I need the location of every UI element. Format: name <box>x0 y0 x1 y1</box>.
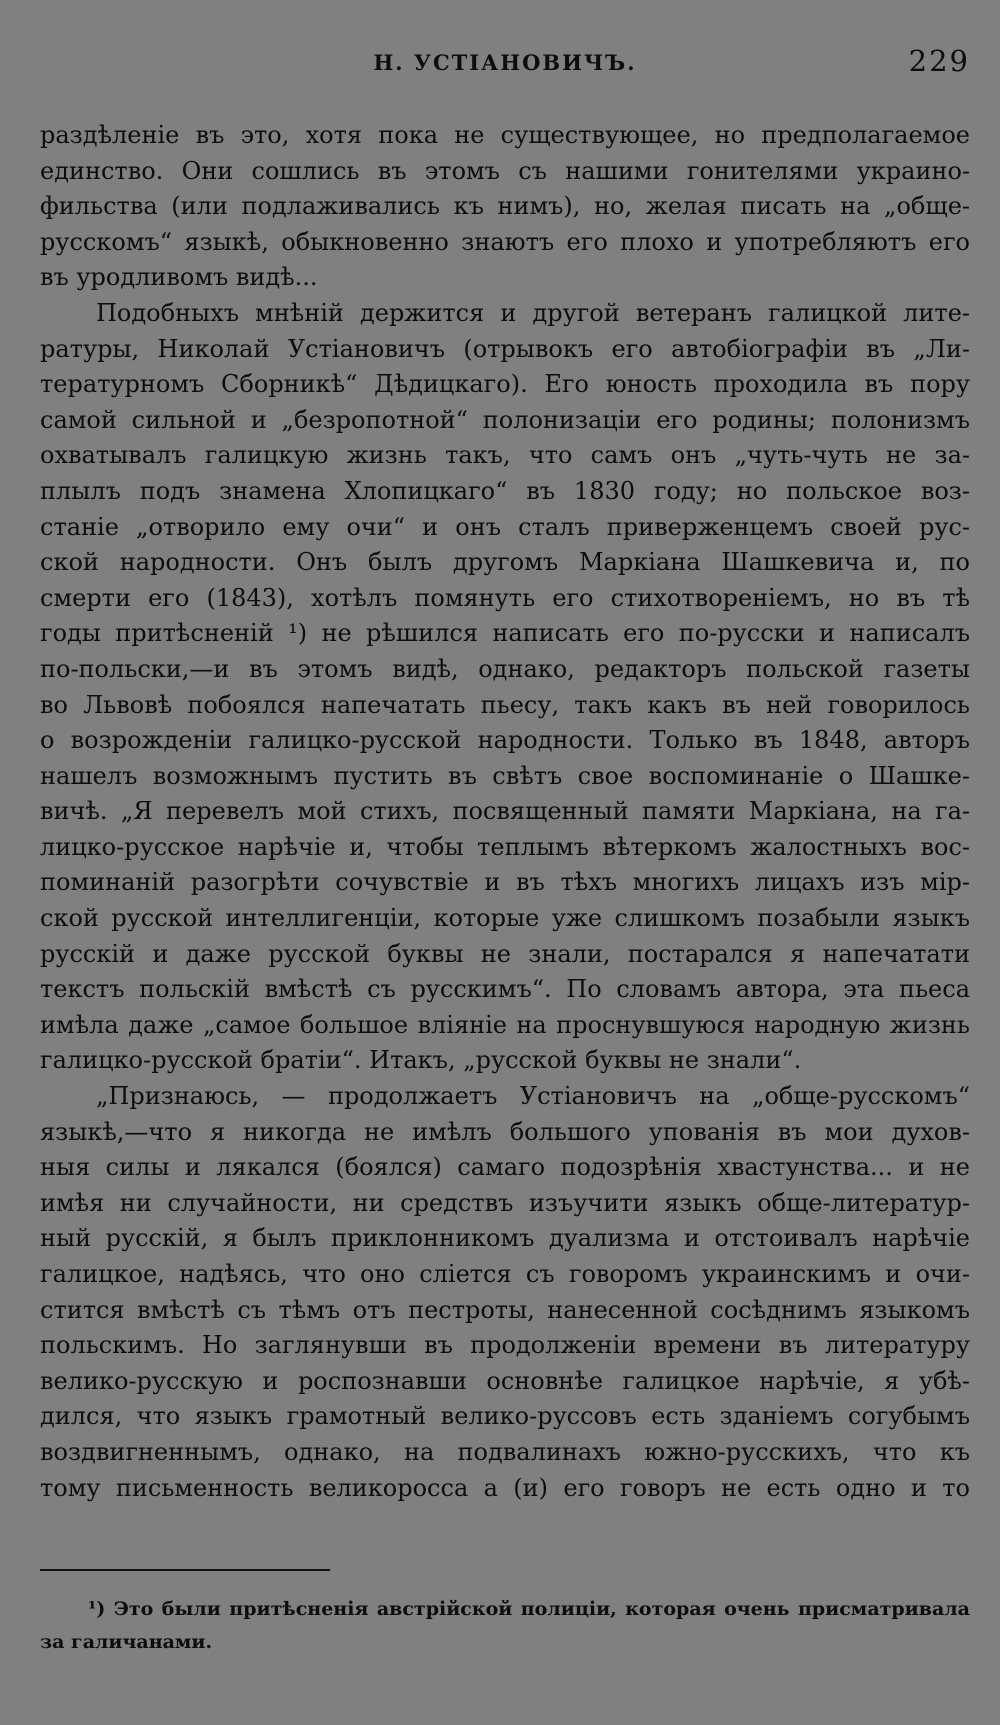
text-line: о возрожденіи галицко-русской народности. Только въ 1848, авторъ <box>40 726 970 755</box>
text-line: лицко-русское нарѣчіе и, чтобы теплымъ вѣтеркомъ жалостныхъ вос- <box>40 832 970 861</box>
text-line: во Львовѣ побоялся напечатать пьесу, такъ какъ въ ней говорилось <box>40 690 970 719</box>
text-line: ныя силы и лякался (боялся) самаго подозрѣнія хвастунства... и не <box>40 1153 970 1182</box>
text-line: „Признаюсь, — продолжаетъ Устіановичъ на „обще-русскомъ“ <box>96 1082 970 1111</box>
text-line: въ уродливомъ видѣ... <box>40 263 318 292</box>
text-line: вичѣ. „Я перевелъ мой стихъ, посвященный памяти Маркіана, на га- <box>40 797 970 826</box>
text-line: польскимъ. Но заглянувши въ продолженіи времени въ литературу <box>40 1331 970 1360</box>
text-line: русскомъ“ языкѣ, обыкновенно знаютъ его плохо и употребляютъ его <box>40 227 970 256</box>
text-line: поминаній разогрѣти сочувствіе и въ тѣхъ многихъ лицахъ изъ мір- <box>40 868 970 897</box>
text-line: смерти его (1843), хотѣлъ помянуть его стихотвореніемъ, но въ тѣ <box>40 583 970 612</box>
text-line: станіе „отворило ему очи“ и онъ сталъ приверженцемъ своей рус- <box>40 512 970 541</box>
text-line: галицко-русской братіи“. Итакъ, „русской буквы не знали“. <box>40 1046 802 1075</box>
text-line: стится вмѣстѣ съ тѣмъ отъ пестроты, нанесенной сосѣднимъ языкомъ <box>40 1295 970 1324</box>
text-line: ской русской интеллигенціи, которые уже слишкомъ позабыли языкъ <box>40 904 970 933</box>
text-line: имѣла даже „самое большое вліяніе на проснувшуюся народную жизнь <box>40 1010 970 1039</box>
body-text <box>40 118 970 1506</box>
text-line: самой сильной и „безропотной“ полонизаціи его родины; полонизмъ <box>40 405 970 434</box>
text-line: дился, что языкъ грамотный велико-руссовъ есть зданіемъ согубымъ <box>40 1402 970 1431</box>
text-line: единство. Они сошлись въ этомъ съ нашими гонителями украино- <box>40 156 970 185</box>
text-line: русскій и даже русской буквы не знали, постарался я напечатати <box>40 939 970 968</box>
text-line: тому письменность великоросса а (и) его говоръ не есть одно и то <box>40 1473 970 1502</box>
text-line: годы притѣсненій ¹) не рѣшился написать его по-русски и написалъ <box>40 619 970 648</box>
text-line: воздвигненнымъ, однако, на подвалинахъ южно-русскихъ, что къ <box>40 1437 970 1466</box>
text-line: ный русскій, я былъ приклонникомъ дуализма и отстоивалъ нарѣчіе <box>40 1224 970 1253</box>
footnote-line: ¹) Это были притѣсненія австрійской полиціи, которая очень присматривала <box>88 1598 970 1620</box>
footnote-line: за галичанами. <box>40 1631 213 1653</box>
running-head: Н. УСТІАНОВИЧЪ. <box>373 50 637 75</box>
text-line: ратуры, Николай Устіановичъ (отрывокъ его автобіографіи въ „Ли- <box>40 334 970 363</box>
text-line: велико-русскую и роспознавши основнѣе галицкое нарѣчіе, я убѣ- <box>40 1366 970 1395</box>
text-line: плылъ подъ знамена Хлопицкаго“ въ 1830 году; но польское воз- <box>40 476 970 505</box>
text-line: охватывалъ галицкую жизнь такъ, что самъ онъ „чуть-чуть не за- <box>40 441 970 470</box>
text-line: ской народности. Онъ былъ другомъ Маркіана Шашкевича и, по <box>40 548 970 577</box>
text-line: по-польски,—и въ этомъ видѣ, однако, редакторъ польской газеты <box>40 654 970 683</box>
text-line: нашелъ возможнымъ пустить въ свѣтъ свое воспоминаніе о Шашке- <box>40 761 970 790</box>
page-header <box>40 44 970 84</box>
text-line: тературномъ Сборникѣ“ Дѣдицкаго). Его юность проходила въ пору <box>40 370 970 399</box>
page-number: 229 <box>908 44 970 78</box>
text-line: раздѣленіе въ это, хотя пока не существующее, но предполагаемое <box>40 121 970 149</box>
footnote <box>40 1593 970 1659</box>
text-line: имѣя ни случайности, ни средствъ изъучити языкъ обще-литератур- <box>40 1188 970 1217</box>
text-line: Подобныхъ мнѣній держится и другой ветеранъ галицкой лите- <box>96 298 970 327</box>
text-line: языкѣ,—что я никогда не имѣлъ большого упованія въ мои духов- <box>40 1117 970 1146</box>
text-line: текстъ польскій вмѣстѣ съ русскимъ“. По словамъ автора, эта пьеса <box>40 975 970 1004</box>
text-line: фильства (или подлаживались къ нимъ), но, желая писать на „обще- <box>40 192 970 221</box>
text-line: галицкое, надѣясь, что оно сліется съ говоромъ украинскимъ и очи- <box>40 1260 970 1288</box>
footnote-divider <box>40 1569 330 1571</box>
